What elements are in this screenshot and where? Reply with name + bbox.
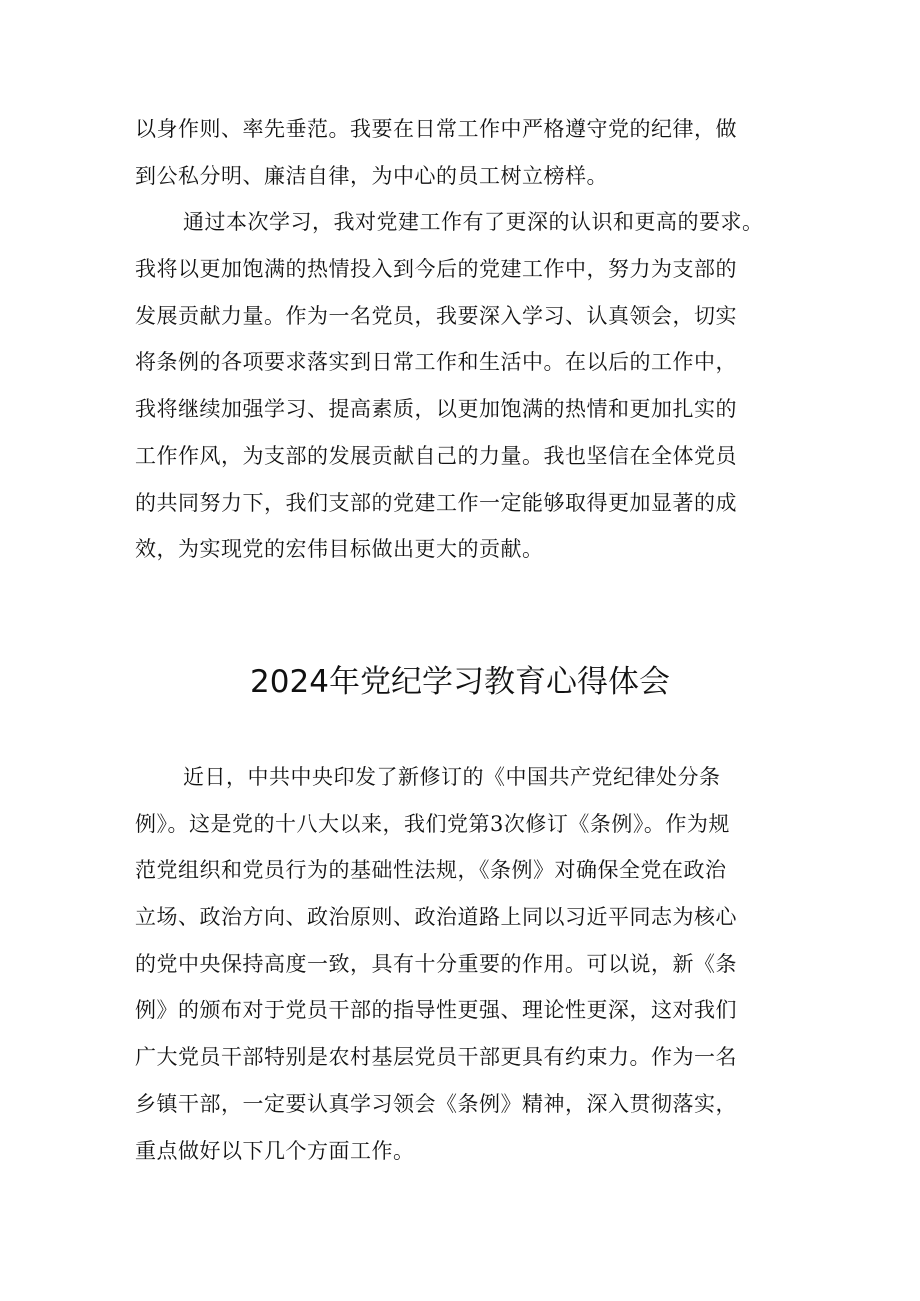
paragraph-line: 重点做好以下几个方面工作。 xyxy=(135,1138,415,1163)
paragraph-line: 的党中央保持高度一致，具有十分重要的作用。可以说，新《条 xyxy=(135,951,737,976)
paragraph-line: 将条例的各项要求落实到日常工作和生活中。在以后的工作中， xyxy=(135,350,737,375)
intro-paragraph xyxy=(135,754,795,1174)
paragraph-line: 通过本次学习，我对党建工作有了更深的认识和更高的要求。 xyxy=(183,210,764,235)
paragraph-line: 以身作则、率先垂范。我要在日常工作中严格遵守党的纪律，做 xyxy=(135,117,737,141)
paragraph-line: 我将以更加饱满的热情投入到今后的党建工作中，努力为支部的 xyxy=(135,257,737,282)
paragraph-line: 我将继续加强学习、提高素质，以更加饱满的热情和更加扎实的 xyxy=(135,397,737,422)
paragraph-line: 立场、政治方向、政治原则、政治道路上同以习近平同志为核心 xyxy=(135,905,737,930)
paragraph-line: 例》的颁布对于党员干部的指导性更强、理论性更深，这对我们 xyxy=(135,998,737,1023)
paragraph-line: 到公私分明、廉洁自律，为中心的员工树立榜样。 xyxy=(135,163,608,188)
continued-paragraph xyxy=(135,106,795,199)
lower-text-block xyxy=(135,754,795,1174)
paragraph-line: 广大党员干部特别是农村基层党员干部更具有约束力。作为一名 xyxy=(135,1045,737,1070)
section-title: 2024年党纪学习教育心得体会 xyxy=(250,664,670,700)
upper-text-block xyxy=(135,106,795,573)
paragraph-line: 近日，中共中央印发了新修订的《中国共产党纪律处分条 xyxy=(183,765,721,789)
paragraph-line: 发展贡献力量。作为一名党员，我要深入学习、认真领会，切实 xyxy=(135,303,737,328)
paragraph-line: 乡镇干部，一定要认真学习领会《条例》精神，深入贯彻落实， xyxy=(135,1091,737,1116)
paragraph-line: 的共同努力下，我们支部的党建工作一定能够取得更加显著的成 xyxy=(135,490,737,515)
closing-paragraph xyxy=(135,199,795,573)
paragraph-line: 范党组织和党员行为的基础性法规，《条例》对确保全党在政治 xyxy=(135,858,727,883)
paragraph-line: 工作作风，为支部的发展贡献自己的力量。我也坚信在全体党员 xyxy=(135,443,737,468)
paragraph-line: 效，为实现党的宏伟目标做出更大的贡献。 xyxy=(135,537,544,562)
paragraph-line: 例》。这是党的十八大以来，我们党第3次修订《条例》。作为规 xyxy=(135,811,730,836)
